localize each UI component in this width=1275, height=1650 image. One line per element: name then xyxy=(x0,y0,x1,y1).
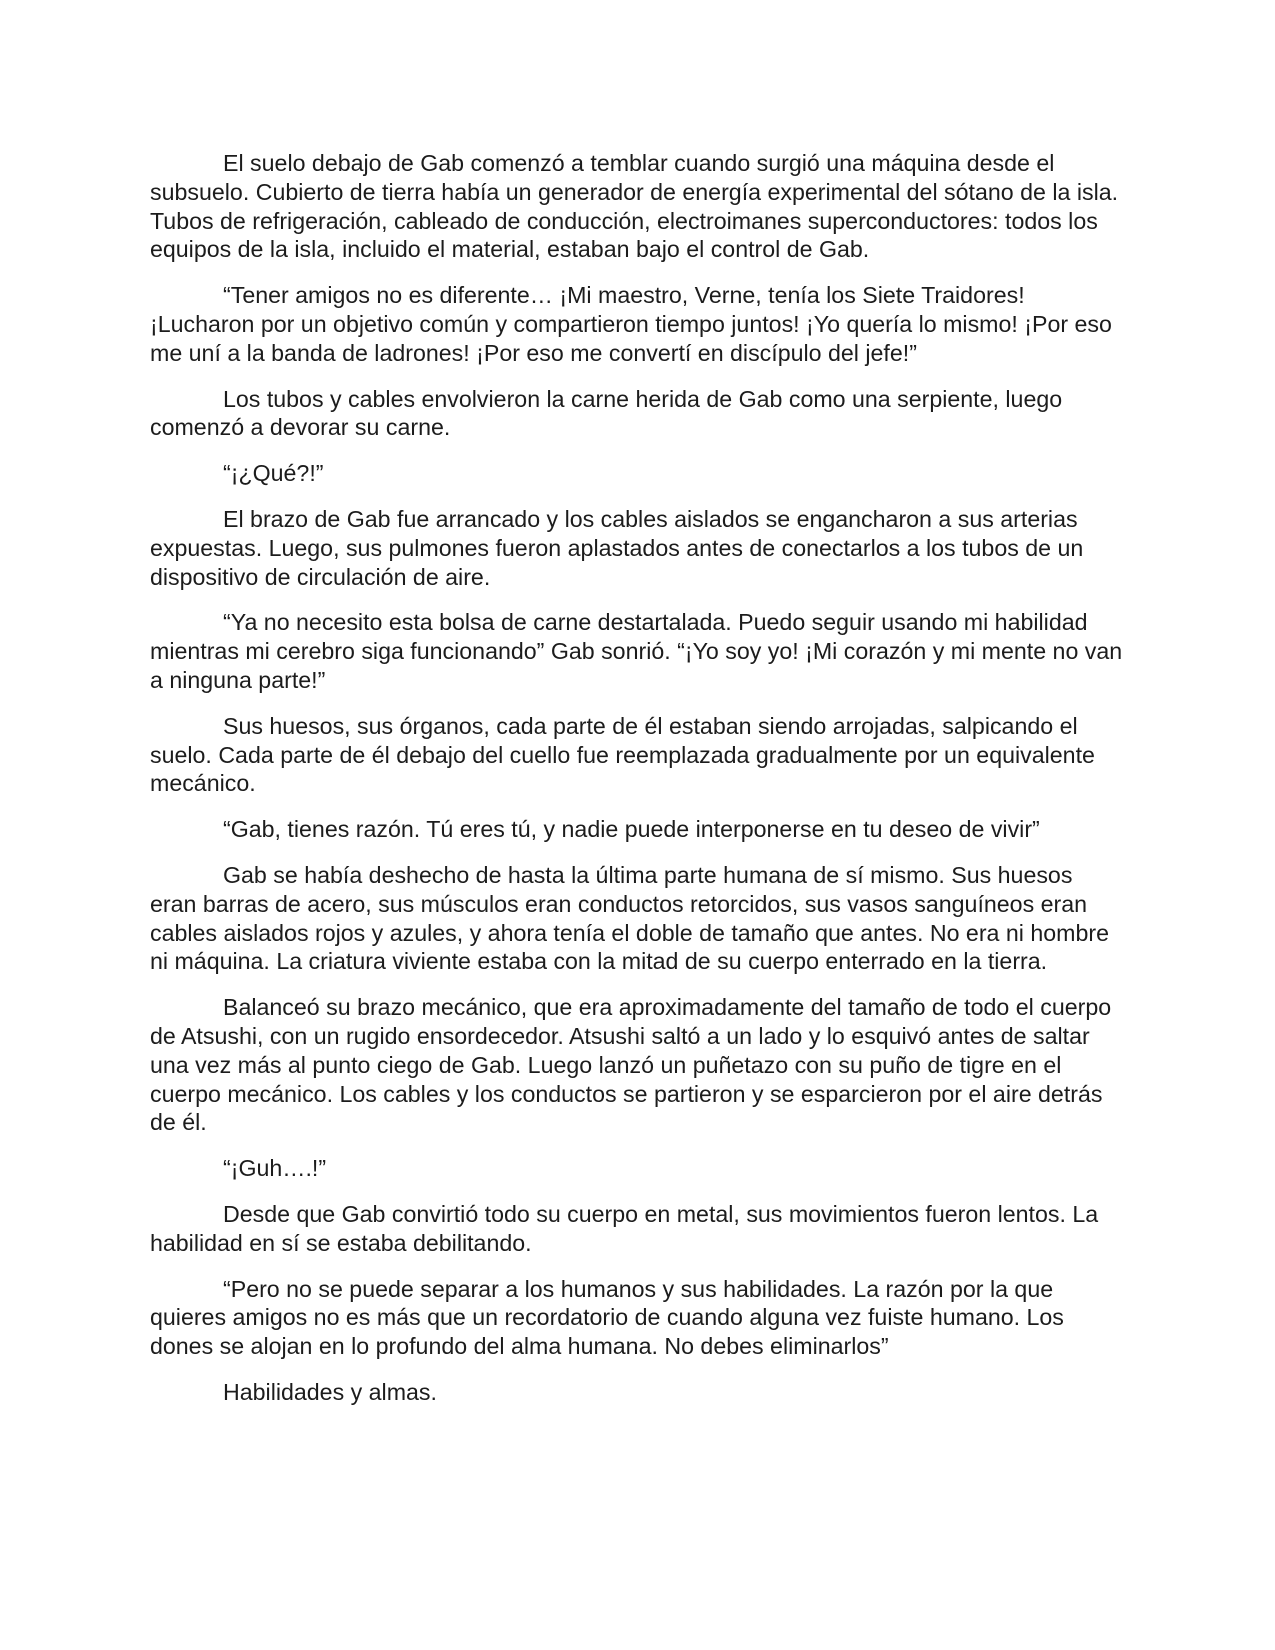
paragraph-14: Habilidades y almas. xyxy=(223,1378,437,1405)
paragraph-5: El brazo de Gab fue arrancado y los cables aislados se engancharon a sus arterias expuestas. Luego, sus pulmones fueron aplastados antes de conectarlos a los tubos de un dispositivo de circulación de aire. xyxy=(150,505,1084,590)
paragraph-8: “Gab, tienes razón. Tú eres tú, y nadie puede interponerse en tu deseo de vivir” xyxy=(223,816,1040,843)
paragraph-13: “Pero no se puede separar a los humanos y sus habilidades. La razón por la que quieres amigos no es más que un recordatorio de cuando alguna vez fuiste humano. Los dones se alojan en lo profundo del alma humana. No debes eliminarlos” xyxy=(150,1275,1064,1360)
paragraph-11: “¡Guh….!” xyxy=(223,1155,327,1182)
paragraph-3: Los tubos y cables envolvieron la carne herida de Gab como una serpiente, luego comenzó a devorar su carne. xyxy=(150,385,1063,441)
paragraph-2: “Tener amigos no es diferente… ¡Mi maestro, Verne, tenía los Siete Traidores! ¡Lucharon por un objetivo común y compartieron tiempo juntos! ¡Yo quería lo mismo! ¡Por eso me uní a la banda de ladrones! ¡Por eso me convertí en discípulo del jefe!” xyxy=(150,282,1112,366)
paragraph-1: El suelo debajo de Gab comenzó a temblar cuando surgió una máquina desde el subsuelo. Cubierto de tierra había un generador de energía experimental del sótano de la isla. Tubos de refrigeración, cableado de conducción, electroimanes superconductores: todos los equipos de la isla, incluido el material, estaban bajo el control de Gab. xyxy=(150,150,1119,263)
body-text xyxy=(150,149,1125,1424)
paragraph-10: Balanceó su brazo mecánico, que era aproximadamente del tamaño de todo el cuerpo de Atsushi, con un rugido ensordecedor. Atsushi saltó a un lado y lo esquivó antes de saltar una vez más al punto ciego de Gab. Luego lanzó un puñetazo con su puño de tigre en el cuerpo mecánico. Los cables y los conductos se partieron y se esparcieron por el aire detrás de él. xyxy=(150,994,1112,1136)
paragraph-6: “Ya no necesito esta bolsa de carne destartalada. Puedo seguir usando mi habilidad mientras mi cerebro siga funcionando” Gab sonrió. “¡Yo soy yo! ¡Mi corazón y mi mente no van a ninguna parte!” xyxy=(150,609,1123,693)
paragraph-9: Gab se había deshecho de hasta la última parte humana de sí mismo. Sus huesos eran barras de acero, sus músculos eran conductos retorcidos, sus vasos sanguíneos eran cables aislados rojos y azules, y ahora tenía el doble de tamaño que antes. No era ni hombre ni máquina. La criatura viviente estaba con la mitad de su cuerpo enterrado en la tierra. xyxy=(150,861,1109,975)
paragraph-4: “¡¿Qué?!” xyxy=(223,460,324,487)
paragraph-7: Sus huesos, sus órganos, cada parte de él estaban siendo arrojadas, salpicando el suelo. Cada parte de él debajo del cuello fue reemplazada gradualmente por un equivalente mecánico. xyxy=(150,712,1095,797)
paragraph-12: Desde que Gab convirtió todo su cuerpo en metal, sus movimientos fueron lentos. La habilidad en sí se estaba debilitando. xyxy=(150,1200,1099,1256)
